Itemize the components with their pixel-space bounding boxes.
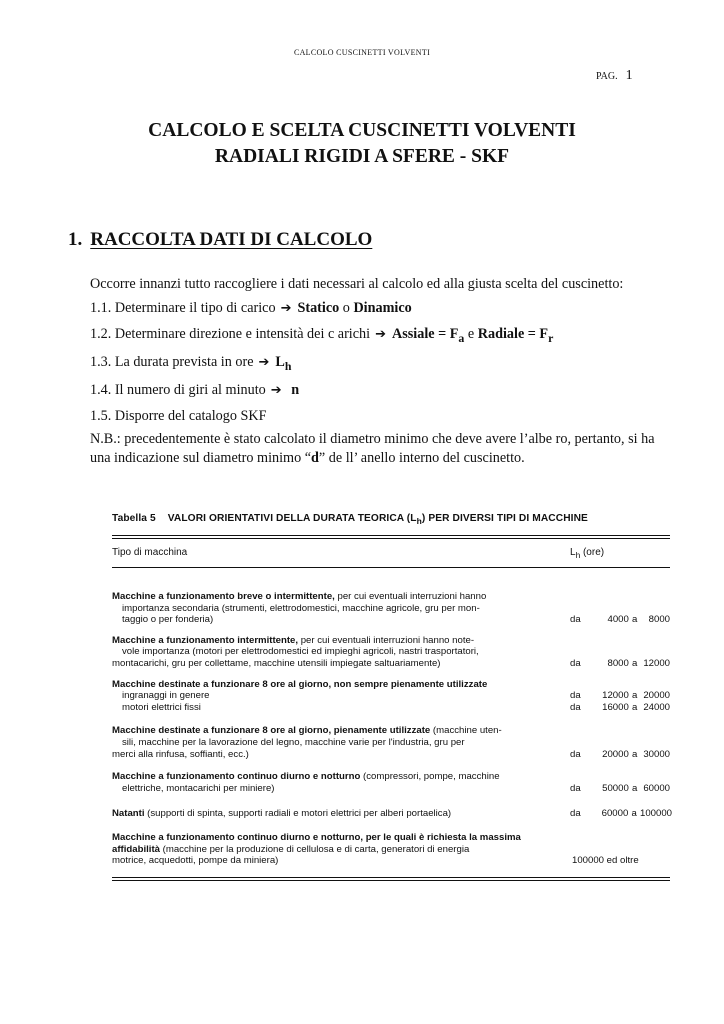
row-rest-2: (macchine per la produzione di cellulosa e di carta, generatori di energia (159, 843, 470, 855)
and-word: e (467, 325, 475, 342)
row-value (570, 690, 670, 713)
intro-item-4 (90, 378, 670, 403)
table-number: Tabella 5 (112, 513, 156, 524)
section-heading (68, 229, 372, 251)
title-line-2: RADIALI RIGIDI A SFERE - SKF (214, 146, 510, 167)
row-value (570, 783, 670, 795)
row-description (112, 679, 562, 714)
val-a: a (632, 614, 638, 626)
table-row (112, 591, 670, 626)
val-da: da (570, 614, 581, 626)
row-line-2: sili, macchine per la lavorazione del legno, macchine varie per l'industria, gru per (122, 736, 465, 748)
caption-subscript: h (416, 516, 422, 527)
n-symbol: n (291, 382, 300, 399)
table-row (112, 679, 670, 714)
intro-item-1 (90, 296, 670, 321)
row-line-2: elettriche, montacarichi per miniere) (122, 782, 275, 794)
val-min: 50000 (602, 782, 629, 794)
lh-symbol: L (275, 354, 285, 371)
val-da: da (570, 808, 581, 820)
item-4-text: 1.4. Il numero di giri al minuto (90, 382, 266, 399)
row-line-3: motrice, acquedotti, pompe da miniera) (112, 855, 279, 867)
val-final: 100000 ed oltre (572, 855, 639, 867)
caption-pre: VALORI ORIENTATIVI DELLA DURATA TEORICA (L (167, 513, 417, 524)
page-number-value: 1 (625, 68, 633, 83)
row-line-2: importanza secondaria (strumenti, elettrodomestici, macchine agricole, gru per mon- (122, 602, 480, 614)
val-max: 12000 (643, 658, 670, 669)
table-row (112, 635, 670, 670)
row-line-3: motori elettrici fissi (122, 701, 201, 713)
row-description (112, 635, 562, 670)
val-max: 30000 (643, 748, 670, 760)
section-number: 1. (68, 229, 83, 250)
page-number (596, 68, 633, 84)
val-a: a (632, 782, 638, 794)
row-description (112, 832, 562, 867)
row-description (112, 591, 562, 626)
row-rest: (supporti di spinta, supporti radiali e motori elettrici per alberi portaelica) (144, 808, 452, 820)
val-da: da (570, 748, 581, 760)
running-header: CALCOLO CUSCINETTI VOLVENTI (293, 48, 431, 57)
static-label: Statico (297, 300, 340, 317)
row-line-3: taggio o per fonderia) (122, 614, 214, 626)
intro-item-2 (90, 322, 670, 350)
val-a: a (631, 808, 637, 820)
row-description (112, 771, 562, 794)
lh-letter: L (570, 547, 576, 559)
val-min: 4000 (607, 614, 629, 626)
val-min: 12000 (602, 690, 629, 702)
nb-note (90, 430, 670, 468)
row-bold: Macchine a funzionamento breve o intermittente, (112, 591, 335, 603)
val-da: da (570, 701, 581, 713)
val-a: a (632, 748, 638, 760)
row-rest: per cui eventuali interruzioni hanno (334, 591, 487, 603)
val-min: 16000 (602, 701, 629, 713)
intro-item-5: 1.5. Disporre del catalogo SKF (90, 407, 267, 424)
section-title: RACCOLTA DATI DI CALCOLO (90, 229, 373, 250)
table-row (112, 808, 673, 820)
val-max: 24000 (643, 701, 670, 713)
row-value (570, 749, 670, 761)
val-da: da (570, 782, 581, 794)
title-line-1: CALCOLO E SCELTA CUSCINETTI VOLVENTI (148, 120, 576, 141)
row-value (570, 658, 670, 670)
val-max: 8000 (648, 614, 670, 626)
intro-text (90, 272, 670, 468)
item-3-text: 1.3. La durata prevista in ore (90, 354, 254, 371)
row-line-2: ingranaggi in genere (122, 690, 210, 702)
val-min: 60000 (601, 808, 629, 820)
lh-subscript: h (284, 358, 292, 373)
table-header-row (112, 539, 670, 565)
row-bold: Macchine a funzionamento continuo diurno e notturno (112, 771, 361, 783)
caption-post: ) PER DIVERSI TIPI DI MACCHINE (421, 513, 588, 524)
document-title (0, 118, 724, 170)
row-rest: per cui eventuali interruzioni hanno note- (298, 634, 475, 646)
col-header-type: Tipo di macchina (112, 547, 188, 559)
arrow-right-icon: ➔ (280, 301, 292, 317)
page-label: PAG. (596, 71, 618, 82)
row-value (570, 855, 670, 867)
row-rest: (macchine uten- (430, 725, 502, 737)
table-row (112, 832, 670, 867)
row-bold: Macchine destinate a funzionare 8 ore al giorno, pienamente utilizzate (112, 725, 431, 737)
val-max: 20000 (643, 690, 670, 702)
val-a: a (632, 690, 638, 702)
lh-sub: h (575, 550, 581, 561)
row-line-3: montacarichi, gru per collettame, macchine utensili impiegate saltuariamente) (112, 658, 441, 669)
axial-subscript: a (458, 330, 465, 345)
col-header-lh (570, 547, 670, 565)
table-caption (112, 513, 670, 526)
table-row (112, 725, 670, 760)
row-bold: Macchine a funzionamento intermittente, (112, 634, 299, 646)
table-row (112, 771, 670, 794)
row-line-2: vole importanza (motori per elettrodomestici ed impieghi agricoli, nastri trasportatori, (122, 646, 479, 658)
row-description (112, 725, 562, 760)
row-value (570, 808, 673, 820)
intro-item-3 (90, 350, 670, 378)
or-word: o (342, 300, 350, 317)
row-line-3: merci alla rinfusa, soffianti, ecc.) (112, 748, 249, 760)
val-a: a (632, 701, 638, 713)
arrow-right-icon: ➔ (258, 355, 270, 371)
arrow-right-icon: ➔ (270, 383, 282, 399)
row-rest: (compressori, pompe, macchine (360, 771, 500, 783)
nb-part-1: N.B.: precedentemente è stato calcolato il diametro minimo che deve avere l’albe ro, pertanto, si ha una indicazione sul diametro minimo “ (90, 431, 655, 467)
lh-unit: (ore) (580, 547, 605, 559)
val-da: da (570, 690, 581, 702)
val-min: 20000 (602, 748, 629, 760)
row-bold: Macchine a funzionamento continuo diurno e notturno, per le quali è richiesta la massima (112, 831, 521, 843)
val-max: 60000 (643, 782, 670, 794)
dynamic-label: Dinamico (353, 300, 412, 317)
val-min: 8000 (607, 658, 629, 669)
item-2-text: 1.2. Determinare direzione e intensità dei c arichi (90, 325, 371, 342)
radial-label: Radiale = F (477, 325, 549, 342)
val-max: 100000 (640, 808, 673, 820)
row-bold: Natanti (112, 808, 145, 820)
row-bold-2: affidabilità (112, 843, 160, 855)
item-1-text: 1.1. Determinare il tipo di carico (90, 300, 276, 317)
val-a: a (632, 658, 638, 669)
row-bold: Macchine destinate a funzionare 8 ore al giorno, non sempre pienamente utilizzate (112, 678, 488, 690)
table-bottom-rule (112, 877, 670, 881)
nb-d-symbol: d (311, 450, 319, 467)
intro-lead: Occorre innanzi tutto raccogliere i dati necessari al calcolo ed alla giusta scelta del cuscinetto: (90, 276, 624, 292)
table-header-rule (112, 567, 670, 568)
arrow-right-icon: ➔ (375, 326, 386, 342)
row-description (112, 808, 562, 820)
durata-table (112, 513, 673, 881)
row-value (570, 614, 670, 626)
val-da: da (570, 658, 581, 669)
radial-subscript: r (548, 330, 554, 345)
axial-label: Assiale = F (392, 325, 459, 342)
nb-part-2: ” de ll’ anello interno del cuscinetto. (318, 450, 525, 467)
